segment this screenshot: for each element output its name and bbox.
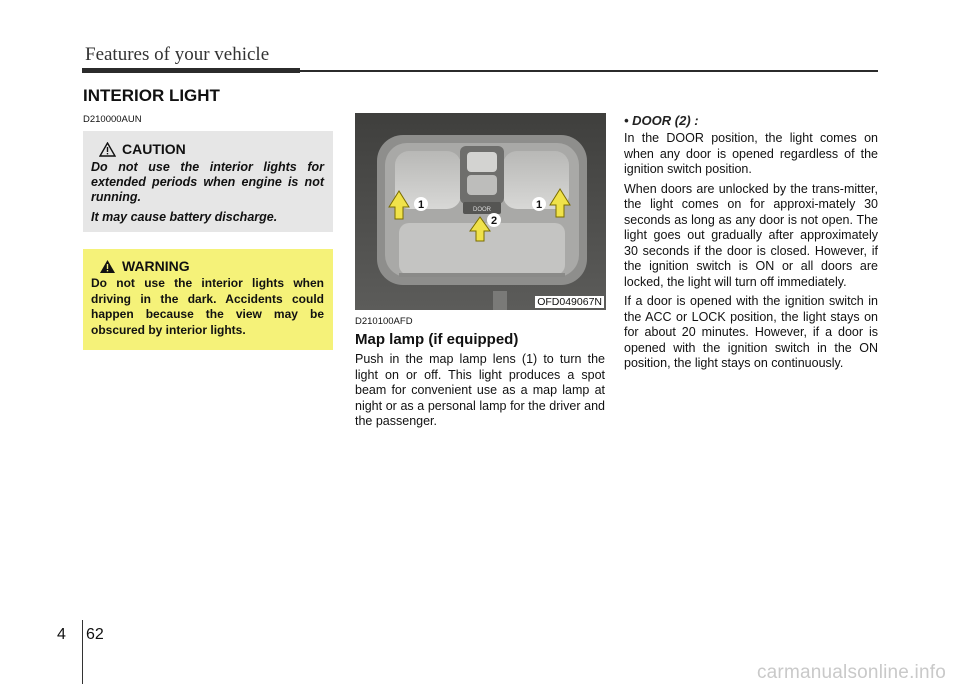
caution-line-1: Do not use the interior lights for extended periods when engine is not running.: [91, 160, 324, 204]
map-lamp-title: Map lamp (if equipped): [355, 331, 519, 348]
warning-box: [83, 249, 333, 350]
caution-box: [83, 131, 333, 232]
door-bullet: • DOOR (2) :: [624, 113, 699, 128]
door-paragraph-2: When doors are unlocked by the trans-mitter, the light comes on for approxi-mately 30 seconds as long as any door is not open. The light goes out gradually after approximately 30 seconds if the door is closed. However, if the ignition switch is ON or all doors are locked, the light will turn off immediately.: [624, 181, 878, 289]
door-paragraph-3: If a door is opened with the ignition switch in the ACC or LOCK position, the light stays on for about 20 minutes. However, if a door is opened with the ignition switch in the ON position, the light stays on continuously.: [624, 294, 878, 370]
section-code: D210000AUN: [83, 114, 142, 125]
caution-line-2: It may cause battery discharge.: [91, 210, 278, 224]
header-rule: [82, 70, 878, 72]
callout-label-3: 1: [535, 199, 543, 211]
overhead-console-illustration: [355, 113, 606, 310]
switch-label: DOOR: [473, 207, 491, 213]
caution-title: CAUTION: [122, 141, 186, 157]
map-lamp-code: D210100AFD: [355, 316, 413, 327]
map-lamp-photo: [355, 113, 606, 310]
caution-triangle-icon: [99, 142, 116, 157]
callout-label-2: 2: [490, 215, 498, 227]
warning-title: WARNING: [122, 258, 190, 274]
photo-label: OFD049067N: [537, 296, 602, 308]
section-title: INTERIOR LIGHT: [83, 86, 220, 105]
warning-triangle-icon: [99, 259, 116, 274]
chapter-number: 4: [57, 626, 66, 643]
map-lamp-text: Push in the map lamp lens (1) to turn the light on or off. This light produces a spot beam for convenient use as a map lamp at night or as a personal lamp for the driver and the passenger.: [355, 352, 605, 428]
warning-text: Do not use the interior lights when driving in the dark. Accidents could happen because the view may be obscured by interior lights.: [91, 276, 324, 337]
page-number: 62: [86, 626, 104, 643]
page-header-title: Features of your vehicle: [85, 44, 270, 65]
door-paragraph-1: In the DOOR position, the light comes on when any door is opened regardless of the ignition switch position.: [624, 131, 878, 176]
watermark: carmanualsonline.info: [756, 662, 946, 683]
callout-label-1: 1: [417, 199, 425, 211]
footer-rule: [82, 620, 83, 684]
door-section: [624, 113, 878, 376]
